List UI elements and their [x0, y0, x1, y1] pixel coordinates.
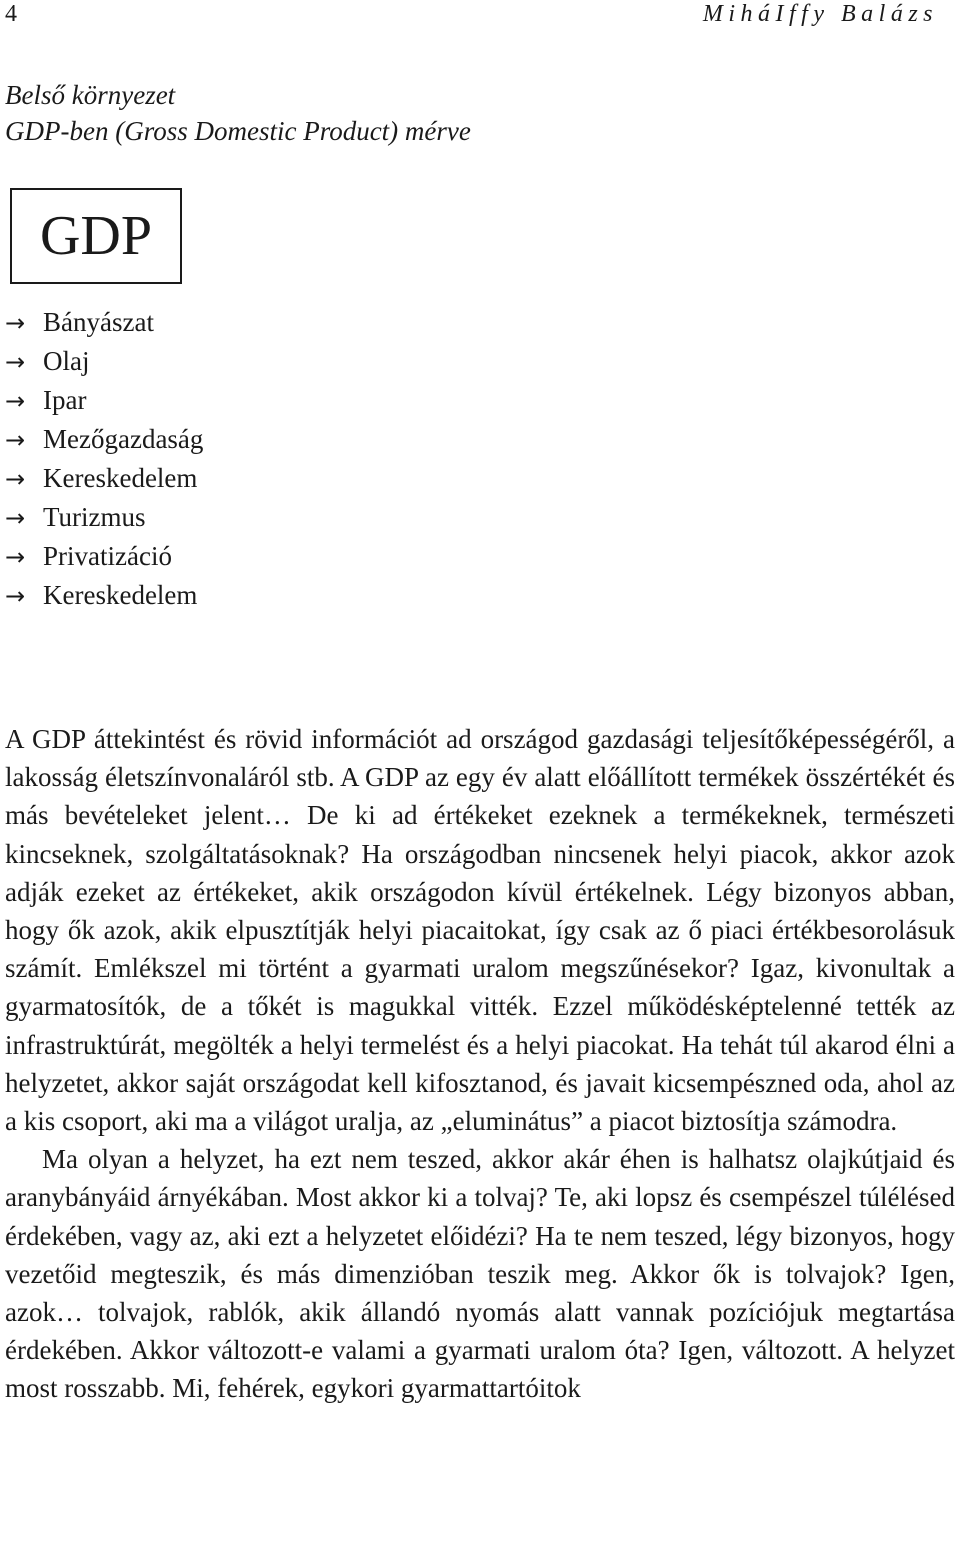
paragraph-gdp-intro: A GDP áttekintést és rövid információt ad országod gazdasági teljesítőképességéről, a lakosság életszínvonaláról stb. A GDP az egy év alatt előállított termékek összértékét és más bevételeket jelent… De ki ad értékeket ezeknek a termékeknek, természeti kincseknek, szolgáltatásoknak? Ha országodban nincsenek helyi piacok, akkor azok adják ezeket az értékeket, akik országodon kívül értékelnek. Légy bizonyos abban, hogy ők azok, akik elpusztítják helyi piacaitokat, így csak az ő piaci értékbesorolásuk számít. Emlékszel mi történt a gyarmati uralom megszűnésekor? Igaz, kivonultak a gyarmatosítók, de a tőkét is magukkal vitték. Ezzel működésképtelenné tették az infrastruktúrát, megölték a helyi termelést és a helyi piacokat. Ha tehát túl akarod élni a helyzetet, akkor saját országodat kell kifosztanod, és javait kicsempészned oda, ahol az a kis csoport, aki ma a világot uralja, az „eluminátus” a piacot biztosítja számodra. — [5, 724, 955, 1137]
arrow-right-icon: → — [5, 582, 26, 610]
sector-label: Kereskedelem — [43, 463, 198, 493]
arrow-right-icon: → — [5, 426, 26, 454]
list-item — [5, 459, 203, 498]
sector-label: Privatizáció — [43, 541, 172, 571]
arrow-right-icon: → — [5, 504, 26, 532]
sector-label: Olaj — [43, 346, 90, 376]
sector-label: Mezőgazdaság — [43, 424, 204, 454]
list-item — [5, 498, 203, 537]
arrow-right-icon: → — [5, 387, 26, 415]
sector-label: Turizmus — [43, 502, 146, 532]
list-item — [5, 342, 203, 381]
list-item — [5, 303, 203, 342]
sector-label: Ipar — [43, 385, 87, 415]
page-number: 4 — [5, 1, 17, 27]
section-heading-line-1: Belső környezet — [5, 80, 176, 110]
section-heading-line-2: GDP-ben (Gross Domestic Product) mérve — [5, 116, 471, 146]
list-item — [5, 576, 203, 615]
running-header-author: MiháIffy Balázs — [702, 1, 938, 27]
sector-label: Bányászat — [43, 307, 154, 337]
arrow-right-icon: → — [5, 348, 26, 376]
sector-list — [5, 303, 203, 615]
list-item — [5, 420, 203, 459]
arrow-right-icon: → — [5, 543, 26, 571]
paragraph-situation: Ma olyan a helyzet, ha ezt nem teszed, akkor akár éhen is halhatsz olajkútjaid és aranybányáid árnyékában. Most akkor ki a tolvaj? Te, aki lopsz és csempészel túlélésed érdekében, vagy az, aki ezt a helyzetet előidézi? Ha te nem teszed, légy bizonyos, hogy vezetőid megteszik, és más dimenzióban teszik meg. Akkor ők is tolvajok? Igen, azok… tolvajok, rablók, akik állandó nyomás alatt vannak pozíciójuk megtartása érdekében. Akkor változott-e valami a gyarmati uralom óta? Igen, változott. A helyzet most rosszabb. Mi, fehérek, egykori gyarmattartóitok — [5, 1144, 955, 1404]
list-item — [5, 537, 203, 576]
section-heading — [5, 77, 471, 149]
arrow-right-icon: → — [5, 465, 26, 493]
gdp-box-label: GDP — [39, 205, 153, 267]
gdp-box — [10, 188, 182, 284]
sector-label: Kereskedelem — [43, 580, 198, 610]
page-header — [0, 0, 960, 30]
arrow-right-icon: → — [5, 309, 26, 337]
list-item — [5, 381, 203, 420]
body-text — [5, 720, 955, 1408]
